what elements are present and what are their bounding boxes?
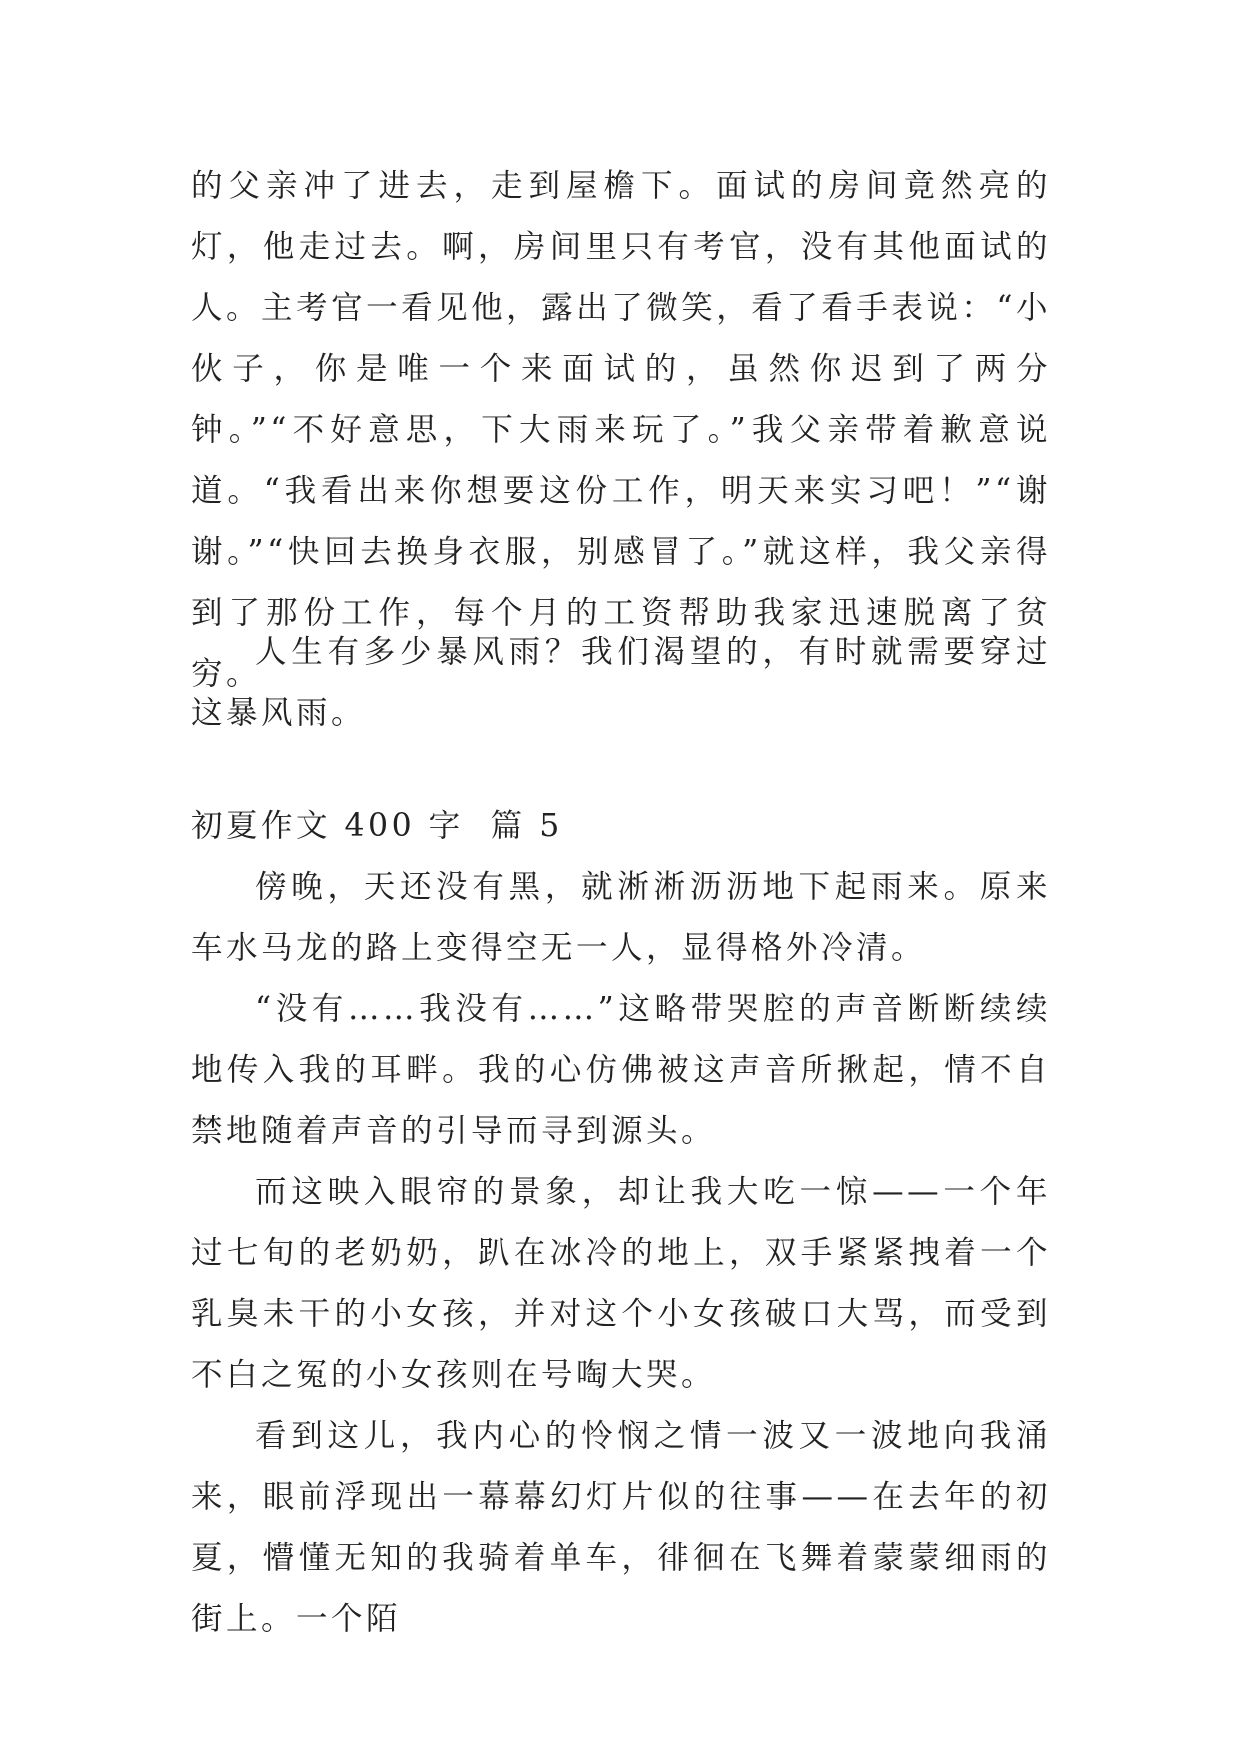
- continued-paragraph: 的父亲冲了进去，走到屋檐下。面试的房间竟然亮的灯，他走过去。啊，房间里只有考官，没有其他面试的人。主考官一看见他，露出了微笑，看了看手表说：“小伙子，你是唯一个来面试的，虽然你迟到了两分钟。”“不好意思，下大雨来玩了。”我父亲带着歉意说道。“我看出来你想要这份工作，明天来实习吧！”“谢谢。”“快回去换身衣服，别感冒了。”就这样，我父亲得到了那份工作，每个月的工资帮助我家迅速脱离了贫穷。: [191, 168, 1051, 692]
- closing-paragraph: 人生有多少暴风雨？我们渴望的，有时就需要穿过这暴风雨。: [191, 634, 1051, 731]
- essay-paragraph: 而这映入眼帘的景象，却让我大吃一惊——一个年过七旬的老奶奶，趴在冰冷的地上，双手紧紧拽着一个乳臭未干的小女孩，并对这个小女孩破口大骂，而受到不白之冤的小女孩则在号啕大哭。: [191, 1174, 1051, 1393]
- essay-paragraph: “没有……我没有……”这略带哭腔的声音断断续续地传入我的耳畔。我的心仿佛被这声音所揪起，情不自禁地随着声音的引导而寻到源头。: [191, 991, 1051, 1149]
- essay-paragraph: 看到这儿，我内心的怜悯之情一波又一波地向我涌来，眼前浮现出一幕幕幻灯片似的往事——在去年的初夏，懵懂无知的我骑着单车，徘徊在飞舞着蒙蒙细雨的街上。一个陌: [191, 1418, 1051, 1637]
- closing-paragraph-block: [191, 622, 1051, 744]
- section-heading: 初夏作文 400 字 篇 5: [191, 808, 563, 844]
- essay-body: [191, 857, 1051, 1650]
- essay-paragraph: 傍晚，天还没有黑，就淅淅沥沥地下起雨来。原来车水马龙的路上变得空无一人，显得格外冷清。: [191, 869, 1051, 966]
